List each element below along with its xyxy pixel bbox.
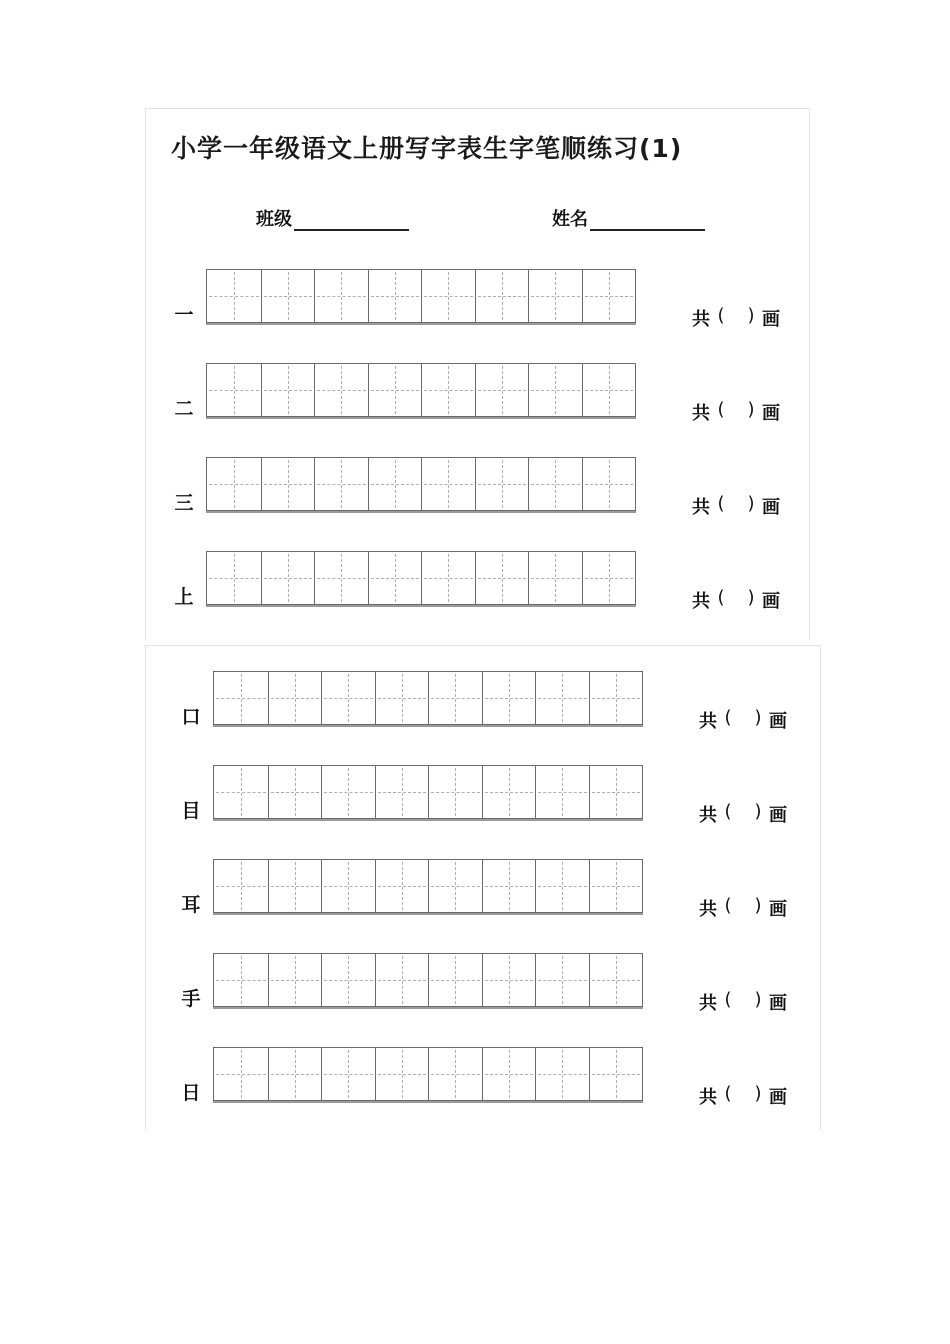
stroke-open-paren: ( — [717, 587, 725, 608]
writing-cell[interactable] — [314, 270, 368, 322]
stroke-close-paren: ) — [754, 1083, 762, 1104]
stroke-close-paren: ) — [747, 493, 755, 514]
stroke-blank[interactable] — [739, 989, 747, 1015]
writing-cell[interactable] — [528, 552, 582, 604]
writing-cell[interactable] — [261, 458, 315, 510]
writing-cell[interactable] — [582, 364, 636, 416]
writing-cell[interactable] — [214, 672, 268, 724]
stroke-prefix: 共 — [692, 591, 710, 612]
practice-row — [172, 363, 792, 424]
writing-cell[interactable] — [321, 766, 375, 818]
stroke-count-label — [699, 895, 787, 921]
practice-row — [172, 269, 792, 330]
writing-cell[interactable] — [368, 458, 422, 510]
writing-cell[interactable] — [375, 954, 429, 1006]
writing-grid — [213, 859, 643, 913]
class-label: 班级 — [256, 209, 292, 230]
writing-cell[interactable] — [421, 552, 475, 604]
writing-cell[interactable] — [375, 1048, 429, 1100]
writing-cell[interactable] — [535, 672, 589, 724]
practice-character: 日 — [181, 1082, 201, 1104]
practice-character: 口 — [181, 706, 201, 728]
writing-cell[interactable] — [207, 364, 261, 416]
writing-cell[interactable] — [475, 552, 529, 604]
worksheet-page-1 — [145, 108, 810, 640]
writing-cell[interactable] — [214, 860, 268, 912]
writing-cell[interactable] — [428, 860, 482, 912]
writing-cell[interactable] — [268, 954, 322, 1006]
stroke-count-label — [699, 707, 787, 733]
stroke-prefix: 共 — [699, 899, 717, 920]
practice-character: 上 — [174, 586, 194, 608]
writing-cell[interactable] — [375, 672, 429, 724]
stroke-count-label — [692, 305, 780, 331]
writing-cell[interactable] — [207, 458, 261, 510]
stroke-blank[interactable] — [739, 1083, 747, 1109]
stroke-close-paren: ) — [747, 399, 755, 420]
writing-cell[interactable] — [528, 270, 582, 322]
name-blank[interactable] — [590, 213, 705, 231]
stroke-blank[interactable] — [732, 587, 740, 613]
stroke-count-label — [699, 1083, 787, 1109]
writing-cell[interactable] — [214, 766, 268, 818]
writing-cell[interactable] — [482, 954, 536, 1006]
writing-cell[interactable] — [475, 364, 529, 416]
writing-grid — [213, 1047, 643, 1101]
writing-cell[interactable] — [528, 458, 582, 510]
writing-cell[interactable] — [582, 552, 636, 604]
stroke-suffix: 画 — [762, 591, 780, 612]
writing-cell[interactable] — [268, 672, 322, 724]
practice-row — [179, 671, 799, 732]
practice-row — [179, 953, 799, 1014]
stroke-count-label — [699, 801, 787, 827]
stroke-prefix: 共 — [692, 403, 710, 424]
writing-cell[interactable] — [261, 270, 315, 322]
writing-cell[interactable] — [421, 458, 475, 510]
writing-cell[interactable] — [314, 458, 368, 510]
stroke-open-paren: ( — [717, 399, 725, 420]
stroke-open-paren: ( — [724, 895, 732, 916]
writing-grid — [206, 551, 636, 605]
writing-cell[interactable] — [261, 552, 315, 604]
writing-cell[interactable] — [368, 364, 422, 416]
writing-cell[interactable] — [428, 1048, 482, 1100]
writing-cell[interactable] — [368, 270, 422, 322]
writing-cell[interactable] — [589, 1048, 643, 1100]
stroke-suffix: 画 — [769, 711, 787, 732]
writing-cell[interactable] — [482, 672, 536, 724]
stroke-prefix: 共 — [699, 993, 717, 1014]
stroke-blank[interactable] — [739, 895, 747, 921]
stroke-count-label — [692, 399, 780, 425]
stroke-suffix: 画 — [769, 899, 787, 920]
writing-cell[interactable] — [482, 1048, 536, 1100]
stroke-suffix: 画 — [762, 497, 780, 518]
stroke-count-label — [699, 989, 787, 1015]
practice-row — [172, 457, 792, 518]
writing-cell[interactable] — [589, 954, 643, 1006]
stroke-close-paren: ) — [747, 587, 755, 608]
writing-cell[interactable] — [535, 766, 589, 818]
stroke-suffix: 画 — [769, 1087, 787, 1108]
writing-cell[interactable] — [268, 766, 322, 818]
name-label: 姓名 — [552, 209, 588, 230]
stroke-suffix: 画 — [762, 403, 780, 424]
writing-cell[interactable] — [375, 860, 429, 912]
stroke-prefix: 共 — [692, 309, 710, 330]
writing-cell[interactable] — [428, 766, 482, 818]
practice-row — [172, 551, 792, 612]
stroke-suffix: 画 — [769, 805, 787, 826]
writing-cell[interactable] — [261, 364, 315, 416]
practice-character: 一 — [174, 304, 194, 326]
stroke-open-paren: ( — [724, 989, 732, 1010]
writing-cell[interactable] — [482, 860, 536, 912]
writing-cell[interactable] — [375, 766, 429, 818]
writing-cell[interactable] — [268, 860, 322, 912]
stroke-blank[interactable] — [739, 707, 747, 733]
writing-cell[interactable] — [321, 954, 375, 1006]
stroke-open-paren: ( — [724, 707, 732, 728]
stroke-open-paren: ( — [724, 801, 732, 822]
practice-character: 耳 — [181, 894, 201, 916]
writing-cell[interactable] — [589, 860, 643, 912]
stroke-close-paren: ) — [754, 989, 762, 1010]
writing-cell[interactable] — [321, 1048, 375, 1100]
practice-row — [179, 859, 799, 920]
writing-cell[interactable] — [314, 364, 368, 416]
stroke-open-paren: ( — [724, 1083, 732, 1104]
practice-character: 目 — [181, 800, 201, 822]
stroke-suffix: 画 — [769, 993, 787, 1014]
writing-cell[interactable] — [207, 270, 261, 322]
writing-cell[interactable] — [214, 954, 268, 1006]
practice-character: 手 — [181, 988, 201, 1010]
writing-cell[interactable] — [535, 1048, 589, 1100]
writing-grid — [213, 765, 643, 819]
stroke-suffix: 画 — [762, 309, 780, 330]
writing-cell[interactable] — [214, 1048, 268, 1100]
writing-cell[interactable] — [428, 954, 482, 1006]
stroke-close-paren: ) — [754, 895, 762, 916]
writing-cell[interactable] — [314, 552, 368, 604]
writing-cell[interactable] — [582, 458, 636, 510]
practice-character: 三 — [174, 492, 194, 514]
practice-row — [179, 765, 799, 826]
writing-cell[interactable] — [368, 552, 422, 604]
writing-grid — [206, 363, 636, 417]
writing-cell[interactable] — [475, 270, 529, 322]
class-blank[interactable] — [294, 213, 409, 231]
writing-grid — [206, 457, 636, 511]
writing-cell[interactable] — [589, 672, 643, 724]
writing-grid — [213, 671, 643, 725]
class-field — [256, 205, 409, 231]
writing-cell[interactable] — [528, 364, 582, 416]
practice-row — [179, 1047, 799, 1108]
writing-cell[interactable] — [535, 954, 589, 1006]
stroke-prefix: 共 — [699, 711, 717, 732]
writing-cell[interactable] — [535, 860, 589, 912]
writing-cell[interactable] — [207, 552, 261, 604]
writing-cell[interactable] — [428, 672, 482, 724]
writing-cell[interactable] — [421, 270, 475, 322]
stroke-blank[interactable] — [739, 801, 747, 827]
writing-grid — [213, 953, 643, 1007]
writing-cell[interactable] — [475, 458, 529, 510]
writing-cell[interactable] — [268, 1048, 322, 1100]
stroke-close-paren: ) — [754, 707, 762, 728]
stroke-prefix: 共 — [699, 1087, 717, 1108]
stroke-blank[interactable] — [732, 493, 740, 519]
stroke-open-paren: ( — [717, 305, 725, 326]
stroke-count-label — [692, 493, 780, 519]
writing-cell[interactable] — [482, 766, 536, 818]
stroke-blank[interactable] — [732, 305, 740, 331]
name-field — [552, 205, 705, 231]
stroke-prefix: 共 — [692, 497, 710, 518]
writing-grid — [206, 269, 636, 323]
worksheet-page-2 — [145, 645, 821, 1130]
writing-cell[interactable] — [421, 364, 475, 416]
writing-cell[interactable] — [321, 860, 375, 912]
stroke-open-paren: ( — [717, 493, 725, 514]
writing-cell[interactable] — [589, 766, 643, 818]
practice-character: 二 — [174, 398, 194, 420]
stroke-blank[interactable] — [732, 399, 740, 425]
stroke-close-paren: ) — [754, 801, 762, 822]
stroke-close-paren: ) — [747, 305, 755, 326]
stroke-prefix: 共 — [699, 805, 717, 826]
writing-cell[interactable] — [321, 672, 375, 724]
writing-cell[interactable] — [582, 270, 636, 322]
worksheet-title: 小学一年级语文上册写字表生字笔顺练习(1) — [171, 134, 683, 163]
stroke-count-label — [692, 587, 780, 613]
